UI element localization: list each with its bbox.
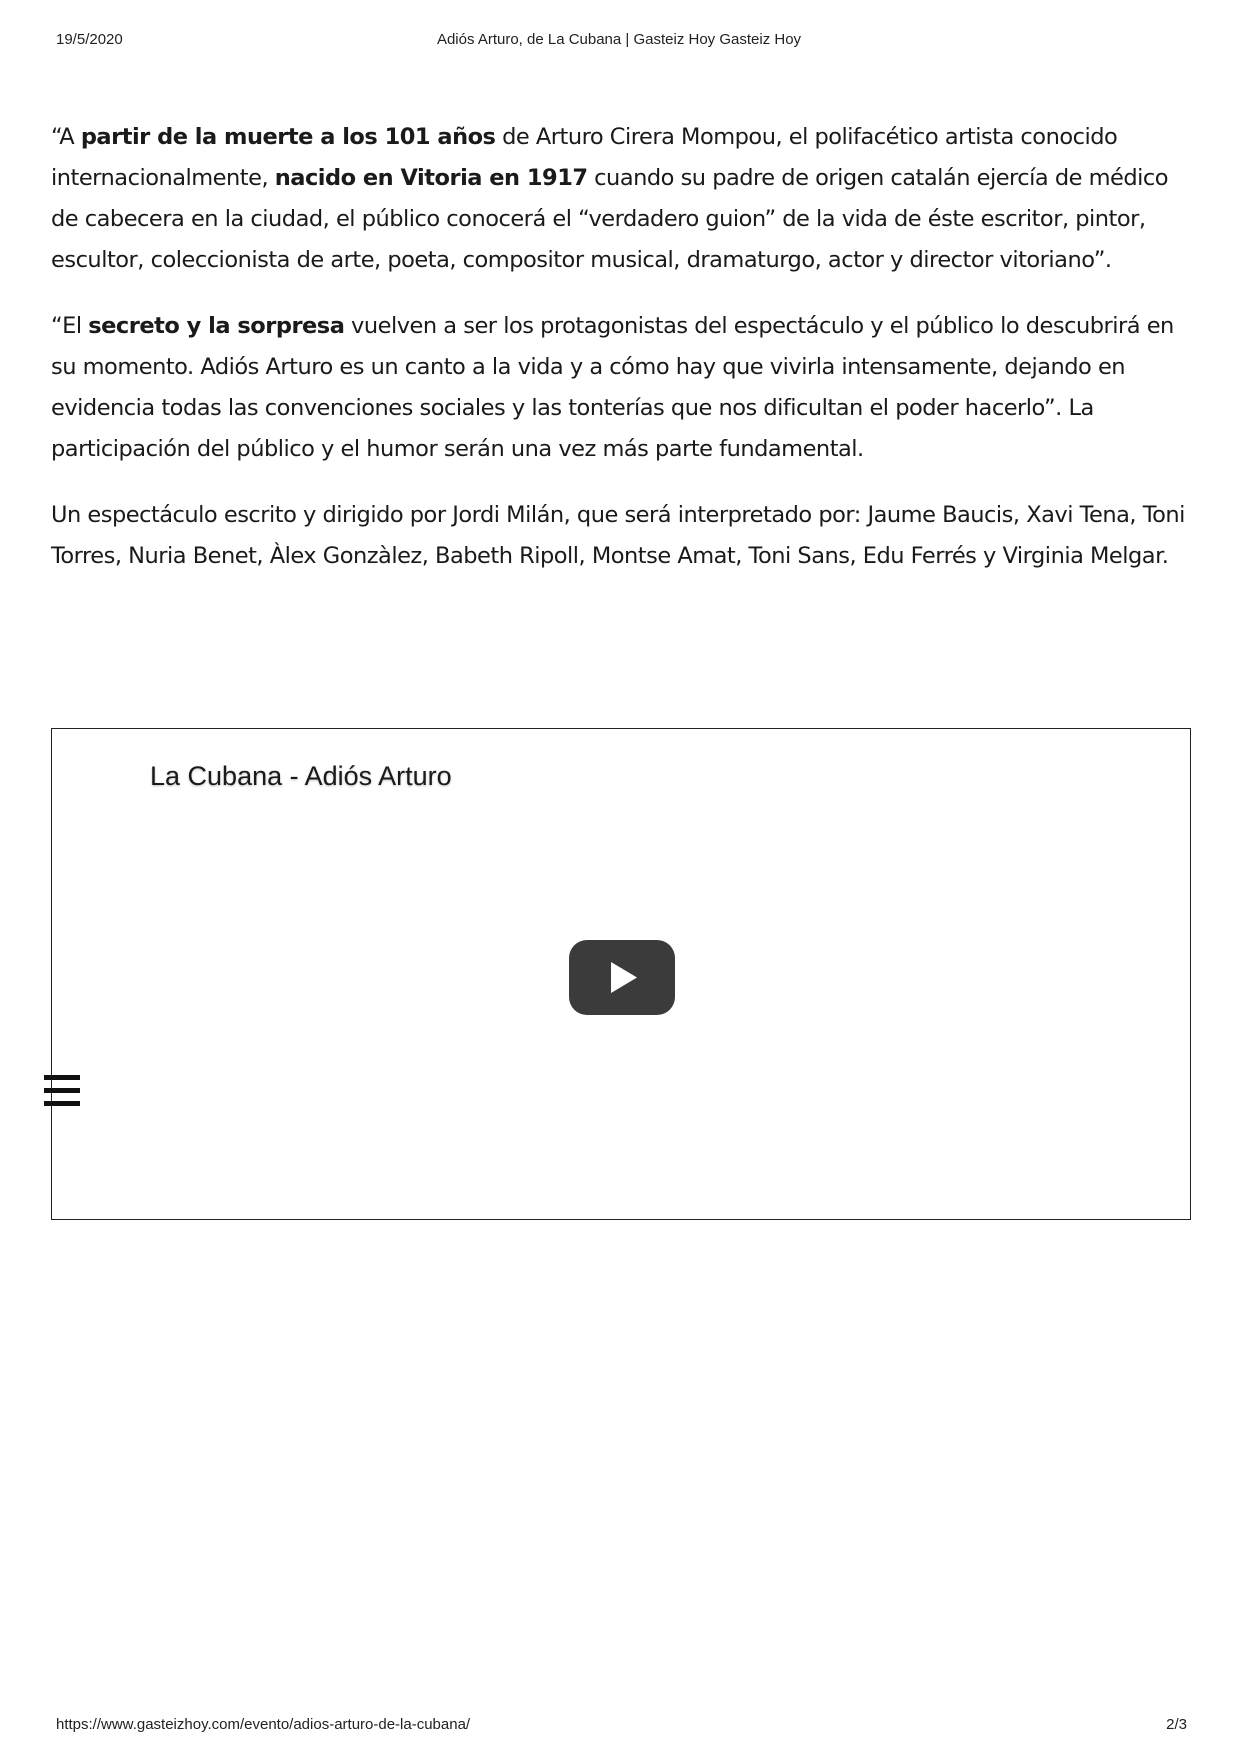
paragraph-text: cuando su padre de origen catalán ejercía de médico de cabecera en la ciudad, el público conocerá el “verdadero guion” de la vida de éste escritor, pintor, escultor, coleccionista de arte, poeta, compositor musical, dramaturgo, actor y director vitoriano”. bbox=[51, 165, 1169, 273]
paragraph-text: “El bbox=[51, 313, 89, 339]
print-header bbox=[0, 31, 1238, 51]
article-paragraph-1 bbox=[51, 117, 1191, 281]
video-title[interactable]: La Cubana - Adiós Arturo bbox=[150, 761, 452, 791]
play-button[interactable] bbox=[569, 940, 675, 1015]
paragraph-text: vuelven a ser los protagonistas del espectáculo y el público lo descubrirá en su momento. Adiós Arturo es un canto a la vida y a cómo hay que vivirla intensamente, dejando en evidencia todas las convenciones sociales y las tonterías que nos dificultan el poder hacerlo”. La participación del público y el humor serán una vez más parte fundamental. bbox=[51, 313, 1174, 462]
page-number: 2/3 bbox=[1166, 1716, 1187, 1733]
print-page-title: Adiós Arturo, de La Cubana | Gasteiz Hoy Gasteiz Hoy bbox=[436, 31, 802, 48]
paragraph-bold-text: secreto y la sorpresa bbox=[88, 313, 345, 339]
paragraph-text: “A bbox=[51, 124, 81, 150]
article-body bbox=[51, 117, 1191, 602]
print-date: 19/5/2020 bbox=[56, 31, 123, 48]
paragraph-text: de Arturo Cirera Mompou, el polifacético artista conocido internacionalmente, bbox=[51, 124, 1118, 191]
paragraph-bold-text: partir de la muerte a los 101 años bbox=[80, 124, 496, 150]
print-url: https://www.gasteizhoy.com/evento/adios-arturo-de-la-cubana/ bbox=[56, 1716, 471, 1733]
play-icon bbox=[569, 940, 675, 1015]
article-paragraph-2 bbox=[51, 306, 1191, 470]
hamburger-menu-icon[interactable] bbox=[44, 1075, 80, 1107]
video-embed[interactable] bbox=[51, 728, 1191, 1220]
paragraph-bold-text: nacido en Vitoria en 1917 bbox=[274, 165, 588, 191]
print-footer bbox=[0, 1716, 1238, 1736]
article-paragraph-3: Un espectáculo escrito y dirigido por Jordi Milán, que será interpretado por: Jaume Baucis, Xavi Tena, Toni Torres, Nuria Benet, Àlex Gonzàlez, Babeth Ripoll, Montse Amat, Toni Sans, Edu Ferrés y Virginia Melgar. bbox=[51, 502, 1185, 569]
